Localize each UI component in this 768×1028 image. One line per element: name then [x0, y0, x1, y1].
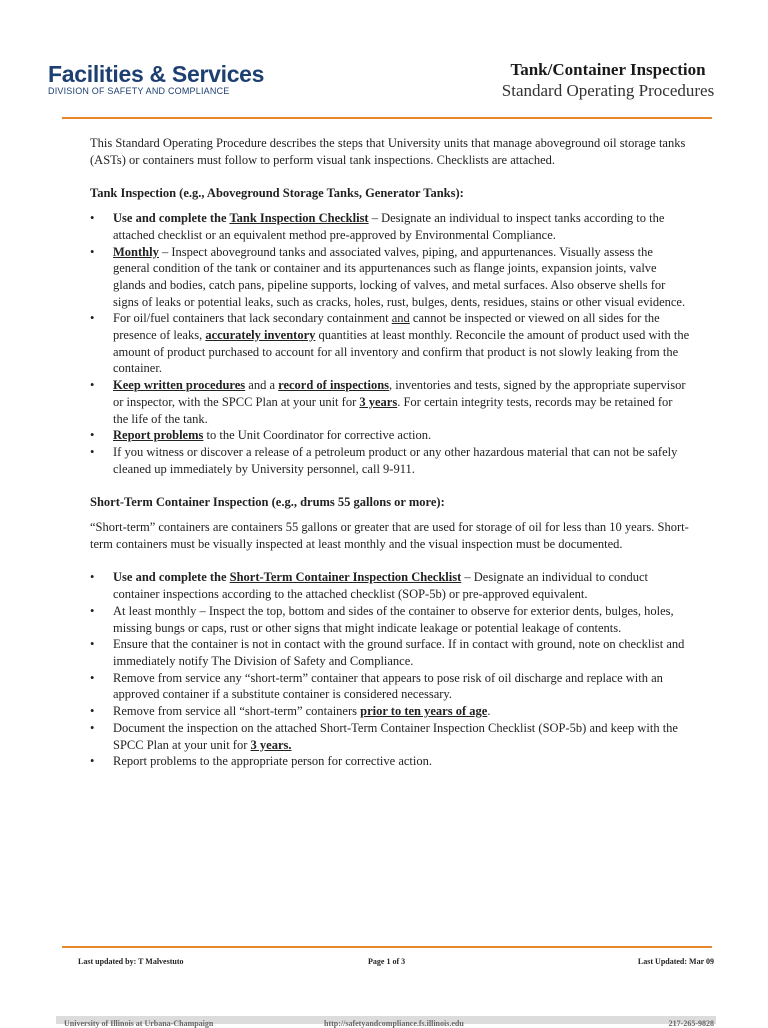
- short-term-intro: “Short-term” containers are containers 55 gallons or greater that are used for storage of oil for less than 10 years. Short-term containers must be visually inspected at least monthly and the visual inspection must be documented.: [90, 520, 689, 551]
- underlined-text: and: [391, 311, 410, 326]
- list-item: [90, 636, 690, 669]
- footer-divider: [62, 946, 712, 948]
- bold-text: 3 years.: [250, 737, 292, 752]
- item-text: to the Unit Coordinator for corrective action.: [203, 428, 432, 443]
- website-link[interactable]: http://safetyandcompliance.fs.illinois.edu: [324, 1019, 464, 1028]
- bold-text: record of inspections: [278, 378, 390, 393]
- list-item: [90, 444, 690, 477]
- bullet-icon: •: [90, 311, 95, 326]
- list-item: [90, 377, 690, 427]
- logo-org-name: Facilities & Services: [48, 61, 265, 87]
- bullet-icon: •: [90, 603, 95, 618]
- document-title: Tank/Container Inspection: [510, 60, 706, 79]
- list-item: [90, 703, 690, 720]
- bullet-icon: •: [90, 754, 95, 769]
- list-item: [90, 670, 690, 703]
- list-item: [90, 427, 690, 444]
- item-text: cannot be inspected or viewed on all sides for the presence of leaks,: [113, 311, 660, 343]
- item-text: For oil/fuel containers that lack secondary containment: [113, 311, 392, 326]
- bold-text: 3 years: [359, 394, 398, 409]
- bullet-icon: •: [90, 428, 95, 443]
- item-text: quantities at least monthly. Reconcile the amount of product used with the amount of product purchased to account for all inventory and confirm that product is not slowly leaking from the container.: [113, 328, 690, 376]
- document-header: [448, 60, 768, 102]
- list-item: [90, 210, 690, 243]
- bullet-icon: •: [90, 244, 95, 259]
- item-text: – Designate an individual to inspect tanks according to the attached checklist or an equivalent method pre-approved by Environmental Compliance.: [113, 211, 665, 242]
- facilities-services-logo: [48, 62, 264, 97]
- list-item: [90, 753, 690, 770]
- bullet-icon: •: [90, 444, 95, 459]
- item-text: – Designate an individual to conduct container inspections according to the attached checklist (SOP-5b) or pre-approved equivalent.: [113, 570, 649, 602]
- item-text: Report problems to the appropriate person for corrective action.: [113, 754, 432, 769]
- intro-paragraph: This Standard Operating Procedure describes the steps that University units that manage aboveground oil storage tanks (ASTs) or containers must follow to perform visual tank inspections. Checklists are attached.: [90, 136, 686, 167]
- document-subtitle: Standard Operating Procedures: [501, 81, 715, 100]
- list-item: [90, 569, 690, 602]
- item-text: At least monthly – Inspect the top, bottom and sides of the container to observe for exterior dents, bulges, holes, missing bungs or caps, rust or other signs that might indicate leakage or potential leakage of contents.: [113, 603, 674, 635]
- bullet-icon: •: [90, 637, 95, 652]
- short-term-checklist-link[interactable]: Short-Term Container Inspection Checklist: [229, 570, 462, 585]
- footer-last-updated-date: Last Updated: Mar 09: [637, 957, 714, 966]
- item-text: , inventories and tests, signed by the appropriate supervisor or inspector, with the SPCC Plan at your unit for: [113, 378, 686, 409]
- list-item: [90, 310, 690, 377]
- document-body: [90, 135, 690, 770]
- bullet-icon: •: [90, 570, 95, 585]
- list-item: [90, 720, 690, 753]
- tank-inspection-list: [90, 210, 690, 477]
- short-term-list: [90, 569, 690, 769]
- section-heading-short-term: Short-Term Container Inspection (e.g., drums 55 gallons or more):: [90, 495, 445, 510]
- item-text: . For certain integrity tests, records may be retained for the life of the tank.: [113, 394, 673, 426]
- bullet-icon: •: [90, 704, 95, 719]
- item-text: .: [487, 704, 491, 719]
- university-name: University of Illinois at Urbana-Champaign: [64, 1019, 214, 1028]
- bold-text: Report problems: [113, 428, 204, 443]
- item-text: Remove from service any “short-term” container that appears to pose risk of oil discharge and replace with an approved container if a substitute container is considered necessary.: [113, 670, 663, 702]
- bold-text: Monthly: [113, 244, 159, 259]
- item-text: and a: [245, 378, 279, 393]
- header-divider: [62, 117, 712, 119]
- bullet-icon: •: [90, 378, 95, 393]
- bold-text: Keep written procedures: [113, 378, 246, 393]
- bullet-icon: •: [90, 720, 95, 735]
- phone-number: 217-265-9828: [668, 1019, 714, 1028]
- item-text: Ensure that the container is not in contact with the ground surface. If in contact with ground, note on checklist and immediately notify The Division of Safety and Compliance.: [113, 637, 685, 668]
- item-text: If you witness or discover a release of a petroleum product or any other hazardous material that can not be safely cleaned up immediately by University personnel, call 9-911.: [113, 444, 678, 476]
- bullet-icon: •: [90, 670, 95, 685]
- bold-text: prior to ten years of age: [360, 704, 488, 719]
- bold-text: Use and complete the: [113, 570, 230, 585]
- footer-page-number: Page 1 of 3: [368, 957, 406, 966]
- bullet-icon: •: [90, 211, 95, 226]
- item-text: Document the inspection on the attached Short-Term Container Inspection Checklist (SOP-5b) and keep with the SPCC Plan at your unit for: [113, 720, 678, 752]
- bold-text: Use and complete the: [113, 211, 230, 226]
- list-item: [90, 603, 690, 636]
- item-text: Remove from service all “short-term” containers: [113, 704, 361, 719]
- item-text: – Inspect aboveground tanks and associated valves, piping, and appurtenances. Visually assess the general condition of the tank or container and its appurtenances such as flange joints, expansion joints, valve glands and bodies, catch pans, pipeline supports, locking of valves, and metal surfaces. Also observe shells for signs of leaks or potential leaks, such as cracks, holes, rust, bulges, dents, residues, stains or other visual evidence.: [113, 244, 686, 309]
- tank-inspection-checklist-link[interactable]: Tank Inspection Checklist: [229, 211, 369, 226]
- section-heading-tank-inspection: Tank Inspection (e.g., Aboveground Storage Tanks, Generator Tanks):: [90, 186, 464, 201]
- list-item: [90, 244, 690, 311]
- bold-text: accurately inventory: [205, 328, 316, 343]
- footer-last-updated-by: Last updated by: T Malvestuto: [78, 957, 184, 966]
- logo-division: DIVISION OF SAFETY AND COMPLIANCE: [48, 86, 230, 96]
